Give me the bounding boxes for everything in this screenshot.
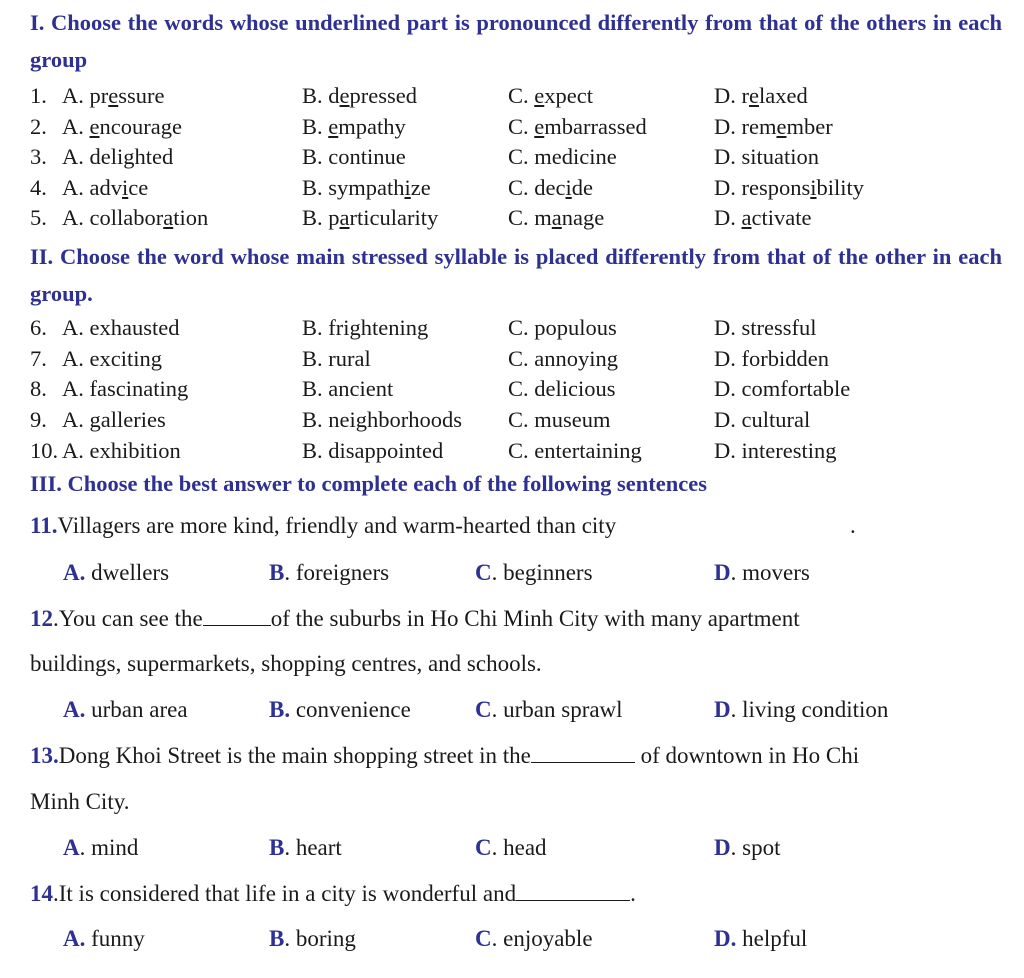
question-12 bbox=[30, 604, 1005, 634]
option-letter: D bbox=[714, 697, 731, 722]
question-text-pre: .It is considered that life in a city is wonderful and bbox=[53, 881, 517, 906]
question-13-options bbox=[30, 833, 990, 863]
question-number: 1. bbox=[30, 83, 47, 108]
option-letter: B bbox=[269, 926, 285, 951]
option-text: dwellers bbox=[85, 560, 170, 585]
underlined-letter: e bbox=[749, 83, 759, 108]
option-b bbox=[302, 203, 438, 233]
option-text-part: B. bbox=[302, 114, 329, 139]
option-d: D. interesting bbox=[714, 438, 837, 463]
option-a bbox=[62, 142, 173, 172]
option-text-part: C. bbox=[508, 144, 535, 169]
option-b: B. neighborhoods bbox=[302, 407, 462, 432]
question-14 bbox=[30, 879, 1005, 909]
question-number: 2. bbox=[30, 114, 47, 139]
option-text-part: m bbox=[534, 205, 552, 230]
option-text-part: pr bbox=[89, 83, 109, 108]
option-a: A. exciting bbox=[62, 346, 162, 371]
option-text-part: collabor bbox=[89, 205, 164, 230]
question-14-options bbox=[30, 924, 990, 954]
option-text-part: ssure bbox=[118, 83, 165, 108]
option-letter: A. bbox=[63, 697, 86, 722]
question-13 bbox=[30, 741, 1005, 771]
option-text-part: ce bbox=[128, 175, 149, 200]
underlined-letter: e bbox=[108, 83, 119, 108]
option-a: A. exhibition bbox=[62, 438, 181, 463]
option-d: D. comfortable bbox=[714, 376, 851, 401]
question-text: Villagers are more kind, friendly and warm-hearted than city bbox=[57, 513, 617, 538]
option-letter: B bbox=[269, 835, 285, 860]
option-d: D. stressful bbox=[714, 315, 817, 340]
option-text: . spot bbox=[730, 835, 781, 860]
option-a bbox=[62, 203, 208, 233]
section-1-row bbox=[30, 112, 990, 142]
answer-option bbox=[269, 695, 411, 725]
underlined-letter: a bbox=[741, 205, 752, 230]
option-text: . beginners bbox=[491, 560, 593, 585]
answer-option bbox=[475, 558, 593, 588]
option-text-part: B. bbox=[302, 205, 329, 230]
option-letter: A. bbox=[63, 926, 86, 951]
answer-option bbox=[63, 833, 138, 863]
option-c: C. delicious bbox=[508, 376, 616, 401]
answer-option bbox=[714, 833, 780, 863]
option-letter: B bbox=[269, 560, 285, 585]
section-2-row bbox=[30, 405, 990, 435]
option-a: A. fascinating bbox=[62, 376, 189, 401]
section-1-heading: I. Choose the words whose underlined part is pronounced differently from that of the others in each group bbox=[30, 10, 1002, 72]
option-text-part: bility bbox=[816, 175, 865, 200]
option-text-part: continue bbox=[328, 144, 406, 169]
option-text-part: dec bbox=[534, 175, 566, 200]
section-3-heading: III. Choose the best answer to complete each of the following sentences bbox=[30, 471, 708, 496]
question-number: 12 bbox=[30, 606, 53, 631]
option-letter: C bbox=[475, 835, 492, 860]
answer-option bbox=[63, 695, 188, 725]
option-a bbox=[62, 81, 165, 111]
option-text-part: D. bbox=[714, 175, 742, 200]
option-text: convenience bbox=[290, 697, 411, 722]
underlined-letter: a bbox=[551, 205, 562, 230]
answer-blank bbox=[203, 605, 271, 626]
option-text-part: r bbox=[741, 83, 749, 108]
option-text-part: xpect bbox=[544, 83, 593, 108]
option-c: C. entertaining bbox=[508, 438, 642, 463]
option-text: . heart bbox=[284, 835, 342, 860]
question-end: . bbox=[630, 881, 636, 906]
underlined-letter: e bbox=[776, 114, 787, 139]
option-letter: D bbox=[714, 835, 731, 860]
option-text-part: C. bbox=[508, 205, 535, 230]
option-text: . urban sprawl bbox=[491, 697, 623, 722]
option-text: . foreigners bbox=[284, 560, 390, 585]
answer-option bbox=[269, 924, 356, 954]
question-text-pre: Dong Khoi Street is the main shopping street in the bbox=[58, 743, 531, 768]
option-a bbox=[62, 173, 148, 203]
question-11-options bbox=[30, 558, 990, 588]
option-text-part: mbarrassed bbox=[544, 114, 647, 139]
underlined-letter: i bbox=[122, 175, 129, 200]
option-text-part: A. bbox=[62, 144, 90, 169]
question-13-line-2: Minh City. bbox=[30, 789, 130, 814]
option-text-part: laxed bbox=[759, 83, 808, 108]
underlined-letter: e bbox=[534, 83, 545, 108]
option-text-part: mber bbox=[786, 114, 833, 139]
option-letter: A bbox=[63, 835, 80, 860]
section-2-row bbox=[30, 374, 990, 404]
section-1-row bbox=[30, 203, 990, 233]
option-c bbox=[508, 112, 647, 142]
option-text-part: nage bbox=[561, 205, 605, 230]
option-d bbox=[714, 81, 808, 111]
underlined-letter: a bbox=[163, 205, 174, 230]
option-letter: D. bbox=[714, 926, 737, 951]
section-2-row bbox=[30, 344, 990, 374]
question-number: 4. bbox=[30, 175, 47, 200]
question-text-pre: .You can see the bbox=[53, 606, 203, 631]
option-text: . living condition bbox=[730, 697, 889, 722]
underlined-letter: e bbox=[339, 83, 350, 108]
option-text-part: D. bbox=[714, 114, 742, 139]
option-text: funny bbox=[85, 926, 145, 951]
option-text: urban area bbox=[85, 697, 188, 722]
option-letter: B. bbox=[269, 697, 291, 722]
question-number: 5. bbox=[30, 205, 47, 230]
option-c: C. populous bbox=[508, 315, 617, 340]
option-b: B. disappointed bbox=[302, 438, 444, 463]
option-text: . boring bbox=[284, 926, 356, 951]
answer-option bbox=[269, 558, 389, 588]
question-12-line-2: buildings, supermarkets, shopping centres, and schools. bbox=[30, 651, 542, 676]
option-c: C. museum bbox=[508, 407, 611, 432]
option-letter: C bbox=[475, 560, 492, 585]
underlined-letter: e bbox=[534, 114, 545, 139]
option-a: A. exhausted bbox=[62, 315, 180, 340]
option-letter: A. bbox=[63, 560, 86, 585]
option-text-part: A. bbox=[62, 83, 90, 108]
question-number: 14 bbox=[30, 881, 53, 906]
option-text-part: medicine bbox=[534, 144, 617, 169]
question-number: 13. bbox=[30, 743, 59, 768]
option-text: . mind bbox=[79, 835, 139, 860]
option-text-part: d bbox=[328, 83, 340, 108]
option-letter: C bbox=[475, 926, 492, 951]
option-text-part: sympath bbox=[328, 175, 405, 200]
underlined-letter: e bbox=[328, 114, 339, 139]
option-text-part: C. bbox=[508, 114, 535, 139]
answer-blank bbox=[516, 880, 630, 901]
answer-option bbox=[475, 924, 593, 954]
answer-option bbox=[269, 833, 342, 863]
answer-option bbox=[714, 924, 807, 954]
question-text-post: of downtown in Ho Chi bbox=[634, 743, 860, 768]
option-c bbox=[508, 81, 593, 111]
option-c: C. annoying bbox=[508, 346, 618, 371]
option-d bbox=[714, 142, 819, 172]
option-text-part: A. bbox=[62, 175, 90, 200]
option-text-part: adv bbox=[89, 175, 122, 200]
underlined-letter: i bbox=[810, 175, 817, 200]
option-text-part: tion bbox=[173, 205, 209, 230]
answer-option bbox=[63, 558, 169, 588]
option-c bbox=[508, 173, 593, 203]
option-d: D. cultural bbox=[714, 407, 811, 432]
underlined-letter: a bbox=[339, 205, 350, 230]
option-d bbox=[714, 112, 833, 142]
underlined-letter: i bbox=[404, 175, 411, 200]
option-text-part: ctivate bbox=[751, 205, 812, 230]
section-2-heading: II. Choose the word whose main stressed syllable is placed differently from that of the other in each group. bbox=[30, 244, 1002, 306]
question-number: 10. bbox=[30, 438, 59, 463]
option-text-part: B. bbox=[302, 175, 329, 200]
option-c bbox=[508, 142, 617, 172]
answer-blank bbox=[531, 742, 635, 763]
option-text-part: D. bbox=[714, 144, 742, 169]
option-a: A. galleries bbox=[62, 407, 166, 432]
section-1-row bbox=[30, 142, 990, 172]
question-number: 9. bbox=[30, 407, 47, 432]
option-text-part: B. bbox=[302, 83, 329, 108]
section-1-row bbox=[30, 173, 990, 203]
option-text-part: D. bbox=[714, 83, 742, 108]
option-text-part: D. bbox=[714, 205, 742, 230]
section-2-row bbox=[30, 313, 990, 343]
option-text-part: respons bbox=[741, 175, 811, 200]
question-12-options bbox=[30, 695, 990, 725]
option-text-part: rem bbox=[741, 114, 777, 139]
answer-option bbox=[714, 558, 810, 588]
question-number: 3. bbox=[30, 144, 47, 169]
option-text-part: delighted bbox=[89, 144, 174, 169]
option-d: D. forbidden bbox=[714, 346, 829, 371]
option-b bbox=[302, 173, 431, 203]
option-text-part: rticularity bbox=[349, 205, 439, 230]
option-text-part: C. bbox=[508, 83, 535, 108]
section-1-row bbox=[30, 81, 990, 111]
option-text-part: mpathy bbox=[338, 114, 406, 139]
underlined-letter: e bbox=[89, 114, 100, 139]
answer-option bbox=[475, 833, 547, 863]
option-letter: C bbox=[475, 697, 492, 722]
question-text-post: of the suburbs in Ho Chi Minh City with many apartment bbox=[270, 606, 800, 631]
option-b: B. frightening bbox=[302, 315, 429, 340]
option-b: B. rural bbox=[302, 346, 371, 371]
option-text: helpful bbox=[736, 926, 808, 951]
question-number: 6. bbox=[30, 315, 47, 340]
option-b: B. ancient bbox=[302, 376, 394, 401]
question-number: 11. bbox=[30, 513, 58, 538]
option-c bbox=[508, 203, 604, 233]
option-letter: D bbox=[714, 560, 731, 585]
option-text: . head bbox=[491, 835, 547, 860]
option-text-part: ncourage bbox=[99, 114, 182, 139]
option-text-part: A. bbox=[62, 114, 90, 139]
option-d bbox=[714, 203, 811, 233]
answer-option bbox=[63, 924, 145, 954]
question-11 bbox=[30, 511, 1005, 541]
option-text-part: pressed bbox=[349, 83, 417, 108]
option-text-part: p bbox=[328, 205, 340, 230]
option-text: . enjoyable bbox=[491, 926, 593, 951]
option-text-part: ze bbox=[410, 175, 431, 200]
option-text-part: B. bbox=[302, 144, 329, 169]
option-text-part: A. bbox=[62, 205, 90, 230]
option-b bbox=[302, 112, 406, 142]
question-number: 8. bbox=[30, 376, 47, 401]
underlined-letter: i bbox=[565, 175, 572, 200]
option-text-part: C. bbox=[508, 175, 535, 200]
question-number: 7. bbox=[30, 346, 47, 371]
option-text-part: de bbox=[571, 175, 594, 200]
question-end: . bbox=[850, 513, 856, 538]
option-b bbox=[302, 142, 406, 172]
option-d bbox=[714, 173, 864, 203]
option-text-part: situation bbox=[741, 144, 819, 169]
answer-option bbox=[475, 695, 623, 725]
answer-option bbox=[714, 695, 888, 725]
option-b bbox=[302, 81, 417, 111]
option-a bbox=[62, 112, 182, 142]
section-2-row bbox=[30, 436, 990, 466]
option-text: . movers bbox=[730, 560, 810, 585]
